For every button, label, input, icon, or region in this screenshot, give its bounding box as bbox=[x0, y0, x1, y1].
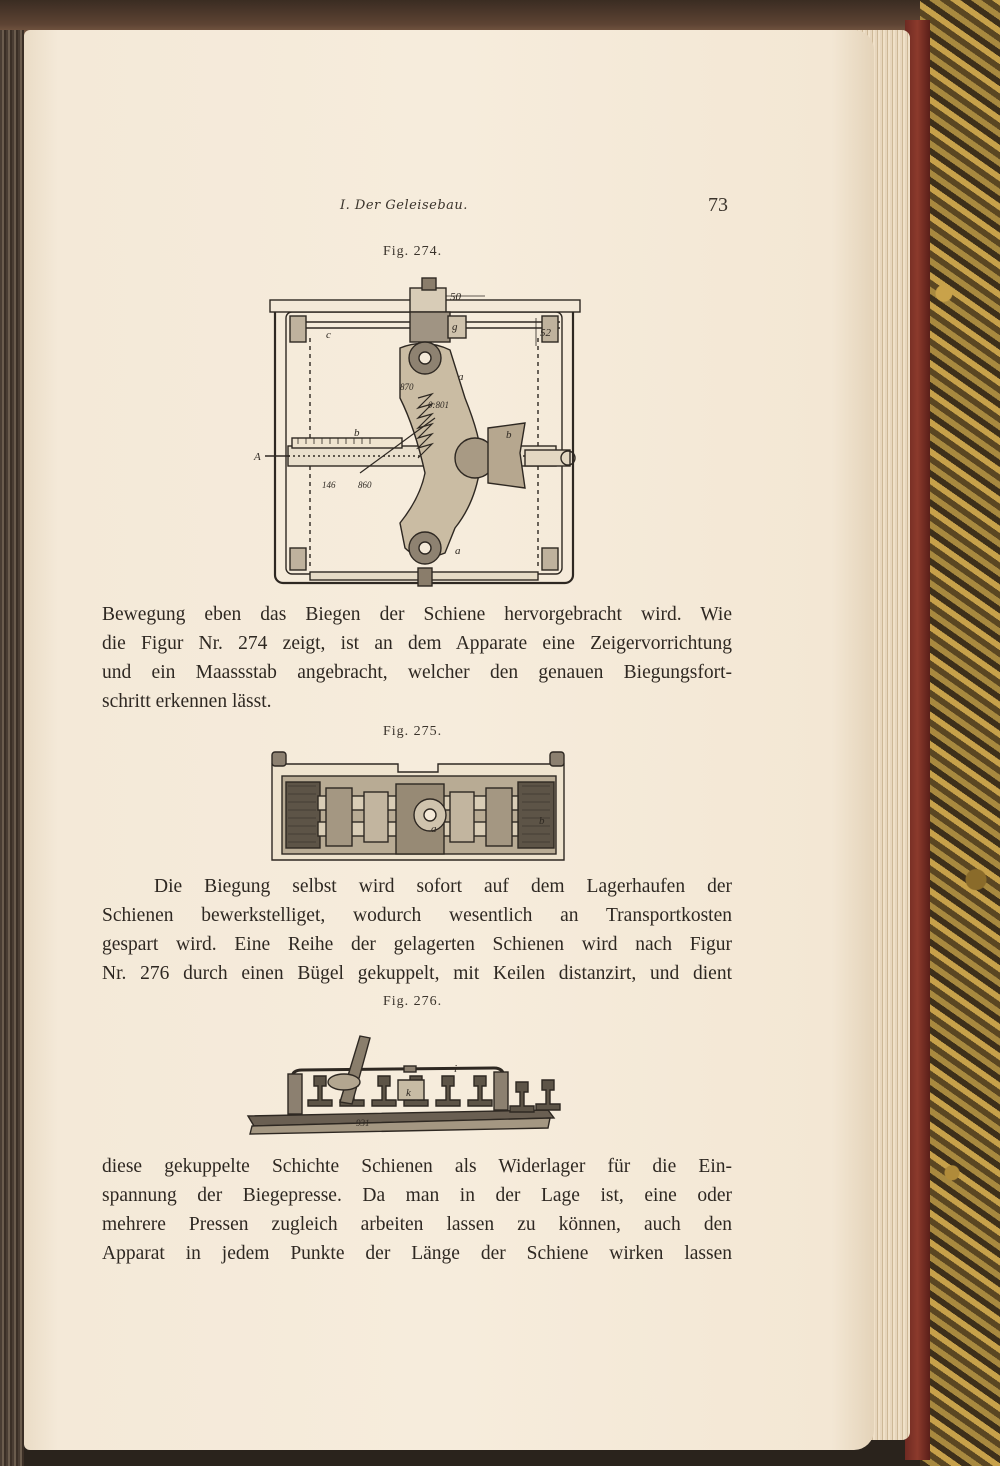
paragraph-line: diese gekuppelte Schichte Schienen als Widerlager für die Ein- bbox=[102, 1156, 732, 1177]
fig-274-scale-d: 860 bbox=[358, 480, 372, 490]
paragraph-line: Schienen bewerkstelliget, wodurch wesentlich an Transportkosten bbox=[102, 905, 732, 926]
marbled-cover bbox=[920, 0, 1000, 1466]
fig-274-label-c: c bbox=[326, 329, 331, 341]
fig-275-label-a: a bbox=[431, 823, 437, 835]
paragraph-line: schritt erkennen lässt. bbox=[102, 691, 272, 712]
fig-274-label-a-top: a bbox=[458, 371, 464, 383]
fig-276-caption: Fig. 276. bbox=[383, 994, 443, 1009]
paragraph-3 bbox=[102, 1152, 732, 1268]
paragraph-line: die Figur Nr. 274 zeigt, ist an dem Apparate eine Zeigervorrichtung bbox=[102, 633, 732, 654]
paragraph-line: Nr. 276 durch einen Bügel gekuppelt, mit Keilen distanzirt, und dient bbox=[102, 963, 732, 984]
fig-275-caption: Fig. 275. bbox=[383, 724, 443, 739]
fig-274-label-g: g bbox=[452, 321, 458, 333]
paragraph-2 bbox=[102, 872, 732, 988]
fig-276-label-k: k bbox=[406, 1087, 411, 1099]
fig-274-label-arrow-left: A bbox=[254, 451, 261, 463]
paragraph-line: und ein Maassstab angebracht, welcher den genauen Biegungsfort- bbox=[102, 662, 732, 683]
fig-274-label-b-right: b bbox=[506, 429, 512, 441]
fig-275-drawing bbox=[268, 752, 572, 866]
fig-274-scale-b: 0:801 bbox=[428, 400, 449, 410]
paragraph-line: Apparat in jedem Punkte der Länge der Schiene wirken lassen bbox=[102, 1243, 732, 1264]
paragraph-line: gespart wird. Eine Reihe der gelagerten Schienen wird nach Figur bbox=[102, 934, 732, 955]
fig-274-scale-c: 146 bbox=[322, 480, 336, 490]
running-head: I. Der Geleisebau. bbox=[340, 198, 468, 213]
fig-274-label-b-left: b bbox=[354, 427, 360, 439]
fig-275-label-b: b bbox=[539, 815, 545, 827]
fig-276-label-num: 931 bbox=[356, 1118, 370, 1128]
paragraph-line: spannung der Biegepresse. Da man in der Lage ist, eine oder bbox=[102, 1185, 732, 1206]
paragraph-line: Bewegung eben das Biegen der Schiene hervorgebracht wird. Wie bbox=[102, 604, 732, 625]
fig-276-drawing bbox=[248, 1028, 570, 1138]
fig-274-scale-a: 870 bbox=[400, 382, 414, 392]
page-number: 73 bbox=[708, 194, 728, 216]
fig-274-label-a-bottom: a bbox=[455, 545, 461, 557]
fig-274-caption: Fig. 274. bbox=[383, 244, 443, 259]
fig-274-label-dim-top: 50 bbox=[450, 291, 461, 303]
paragraph-line: mehrere Pressen zugleich arbeiten lassen zu können, auch den bbox=[102, 1214, 732, 1235]
paragraph-line: Die Biegung selbst wird sofort auf dem Lagerhaufen der bbox=[154, 876, 732, 897]
paragraph-1 bbox=[102, 600, 732, 716]
fig-274-drawing bbox=[250, 278, 590, 590]
fig-276-label-i: i bbox=[454, 1063, 458, 1075]
book-cover-left bbox=[0, 30, 24, 1466]
fig-274-label-dim-right: 52 bbox=[540, 327, 551, 339]
